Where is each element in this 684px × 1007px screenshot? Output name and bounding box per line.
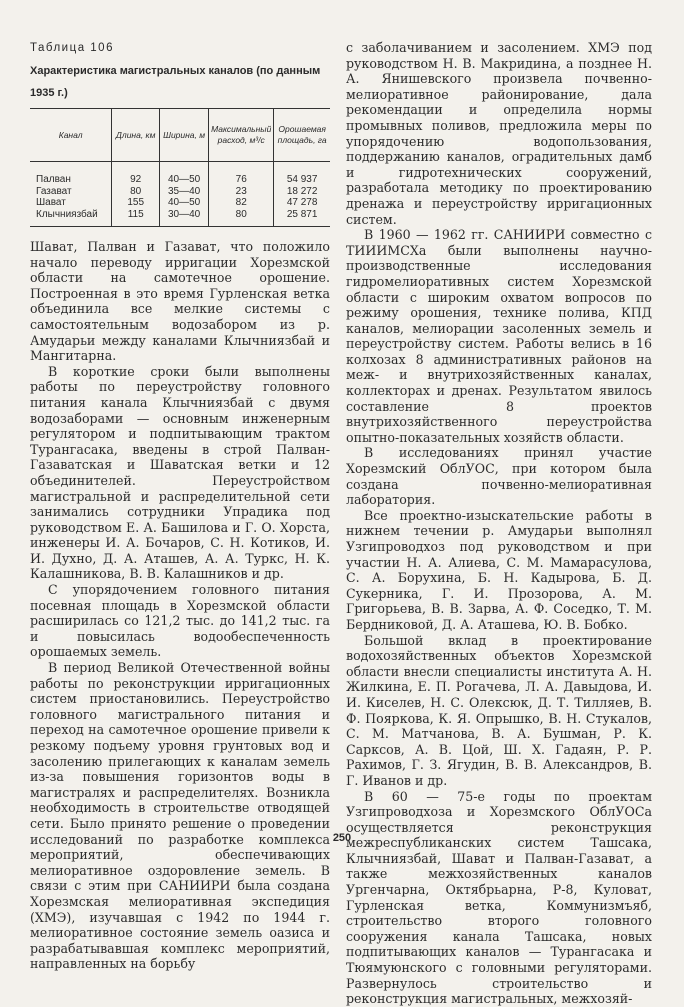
cell-width: 40—50 [160, 197, 209, 209]
header-irrigated-area: Орошаемая площадь, га [274, 109, 330, 162]
header-width: Ширина, м [160, 109, 209, 162]
cell-width: 40—50 [160, 162, 209, 186]
left-paragraph-3: С упорядочением головного питания посевная площадь в Хорезмской области расширилась со 121,2 тыс. до 141,2 тыс. га и повысилась водообеспеченность орошаемых земель. [30, 582, 330, 660]
table-title: Характеристика магистральных каналов (по данным 1935 г.) [30, 65, 321, 99]
right-paragraph-1: с заболачиванием и засолением. ХМЭ под руководством Н. В. Макридина, а позднее Н. А. Янишевского произвела почвенно-мелиоративное районирование, дала рекомендации и определила нормы промывных поливов, предложила меры по упорядочению водопользования, поддержанию каналов, оградительных дамб и гидротехнических сооружений, разработала методику по проектированию дренажа и переустройству ирригационных систем. [346, 40, 652, 227]
header-length: Длина, км [112, 109, 160, 162]
cell-width: 30—40 [160, 209, 209, 227]
table-caption: Таблица 106 [30, 42, 114, 54]
right-column [346, 40, 652, 1007]
table-row [30, 186, 330, 198]
cell-canal: Шават [36, 197, 66, 208]
canal-table-wrapper [30, 108, 330, 227]
cell-area: 25 871 [274, 209, 330, 227]
cell-area: 18 272 [274, 186, 330, 198]
right-paragraph-3: В исследованиях принял участие Хорезмский ОблУОС, при котором была создана почвенно-мелиоративная лаборатория. [346, 445, 652, 508]
cell-width: 35—40 [160, 186, 209, 198]
page-number: 250 [332, 832, 352, 844]
left-paragraph-1: Шават, Палван и Газават, что положило начало переводу ирригации Хорезмской области на самотечное орошение. Построенная в это время Гурленская ветка объединила все мелкие системы с самостоятельным водозабором из р. Амударьи между каналами Клычниязбай и Мангитарна. [30, 239, 330, 364]
cell-length: 92 [112, 162, 160, 186]
cell-length: 80 [112, 186, 160, 198]
cell-max-flow: 80 [209, 209, 274, 227]
header-canal: Канал [30, 109, 112, 162]
cell-canal: Клычниязбай [36, 208, 98, 220]
right-paragraph-6: В 60 — 75-е годы по проектам Узгипроводхоза и Хорезмского ОблУОСа осуществляется реконструкция межреспубликанских систем Ташсака, Клычниязбай, Шават и Палван-Газават, а также межхозяйственных каналов Ургенчарна, Октябрьарна, Р-8, Куловат, Гурленская ветка, Коммунизмъяб, строительство второго головного сооружения канала Ташсака, новых подпитывающих каналов — Турангасака и Тюямуюнского с головными регуляторами. Развернулось строительство и реконструкция магистральных, межхозяй- [346, 788, 652, 1007]
cell-canal: Газават [36, 185, 72, 197]
table-row [30, 197, 330, 209]
right-paragraph-4: Все проектно-изыскательские работы в нижнем течении р. Амударьи выполнял Узгипроводхоз под руководством и при участии Н. А. Алиева, С. М. Мамарасулова, С. А. Борухина, Б. Н. Кадырова, Б. Д. Сукерника, Г. И. Прозорова, А. М. Григорьева, В. В. Зарва, А. Ф. Соседко, Т. М. Бердниковой, Д. А. Аташева, Ю. В. Бобко. [346, 507, 652, 632]
cell-area: 54 937 [274, 162, 330, 186]
cell-length: 115 [112, 209, 160, 227]
left-paragraph-2: В короткие сроки были выполнены работы по переустройству головного питания канала Клычниязбай с двумя водозаборами — основным инженерным регулятором и подпитывающим трактом Турангасака, введены в строй Палван-Газаватская и Шаватская ветки и 12 объединителей. Переустройством магистральной и распределительной сети занимались сотрудники Упрадика под руководством Е. А. Башилова и Г. О. Хорста, инженеры И. А. Бочаров, С. Н. Котиков, И. И. Духно, Д. А. Аташев, А. А. Туркс, Н. К. Калашникова, В. В. Калашников и др. [30, 363, 330, 582]
cell-canal: Палван [36, 174, 71, 185]
table-row [30, 209, 330, 227]
left-paragraph-4: В период Великой Отечественной войны работы по реконструкции ирригационных систем приостановились. Переустройство головного магистрального питания и переход на самотечное орошение привели к резкому подъему уровня грунтовых вод и засолению прилегающих к каналам земель из-за повышения горизонтов воды в магистралях и распределителях. Возникла необходимость в строительстве отводящей сети. Было принято решение о проведении исследований по разработке комплекса мероприятий, обеспечивающих мелиоративное оздоровление земель. В связи с этим при САНИИРИ была создана Хорезмская мелиоративная экспедиция (ХМЭ), изучавшая с 1942 по 1944 г. мелиоративное состояние земель оазиса и разрабатывавшая комплекс мероприятий, направленных на борьбу [30, 660, 330, 972]
cell-max-flow: 82 [209, 197, 274, 209]
header-max-flow: Максимальный расход, м³/с [209, 109, 274, 162]
table-header-row [30, 109, 330, 162]
right-paragraph-2: В 1960 — 1962 гг. САНИИРИ совместно с ТИИИМСХа были выполнены научно-производственные исследования гидромелиоративных систем Хорезмской области с широким охватом вопросов по режиму орошения, технике полива, КПД каналов, мелиорации засоленных земель и переустройству систем. Работы велись в 16 колхозах 8 административных районов на меж- и внутрихозяйственных каналах, коллекторах и дренах. Результатом явилось составление 8 проектов внутрихозяйственного переустройства опытно-показательных хозяйств области. [346, 227, 652, 445]
cell-area: 47 278 [274, 197, 330, 209]
cell-length: 155 [112, 197, 160, 209]
cell-max-flow: 76 [209, 162, 274, 186]
cell-max-flow: 23 [209, 186, 274, 198]
right-paragraph-5: Большой вклад в проектирование водохозяйственных объектов Хорезмской области внесли специалисты института А. Н. Жилкина, Е. П. Рогачева, Л. А. Давыдова, И. И. Киселев, Н. С. Олексюк, Д. Т. Тилляев, В. Ф. Пояркова, К. Я. Опрышко, В. Н. Стукалов, С. М. Матчанова, В. А. Бушман, Р. К. Сарксов, А. В. Цой, Ш. Х. Гадаян, Р. Р. Рахимов, Г. З. Ягудин, В. В. Александров, В. Г. Иванов и др. [346, 632, 652, 788]
table-row [30, 162, 330, 186]
canal-table [30, 108, 330, 226]
